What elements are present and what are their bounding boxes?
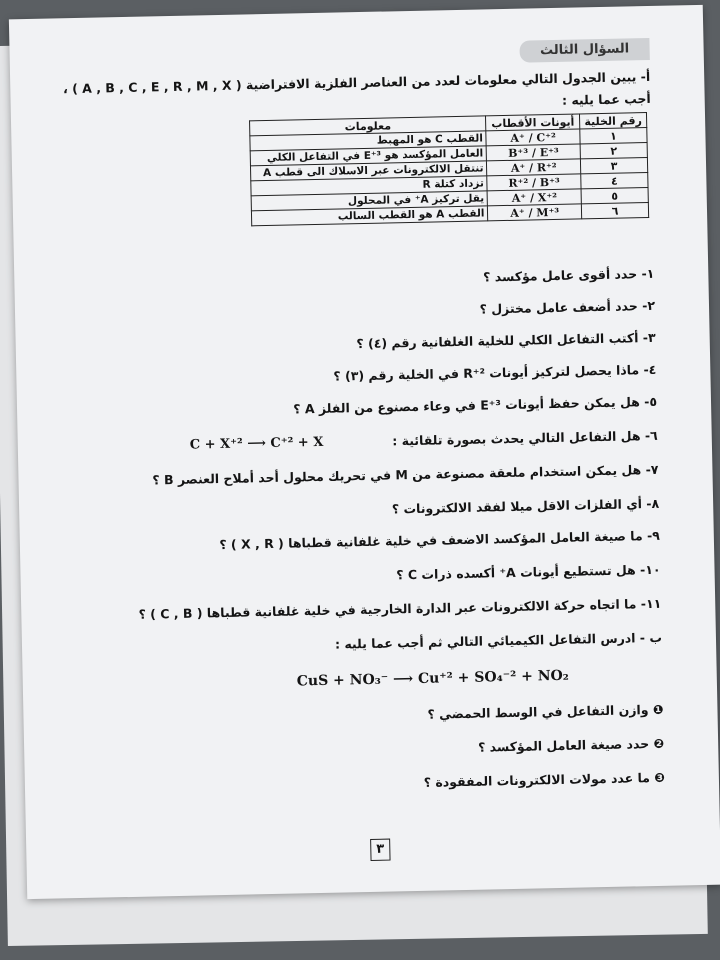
cell-number: ٤ — [581, 173, 648, 189]
section-banner: السؤال الثالث — [519, 38, 649, 63]
question-3: ٣- أكتب التفاعل الكلي للخلية الغلفانية رقم (٤) ؟ — [356, 329, 656, 352]
cell-info: يقل تركيز A⁺ في المحلول — [251, 191, 488, 211]
cell-info: تزداد كتلة R — [251, 176, 488, 196]
cell-number: ٦ — [581, 203, 648, 219]
part-b-question-1: ❶ وازن التفاعل في الوسط الحمضي ؟ — [427, 701, 664, 722]
elements-table — [249, 112, 649, 226]
cell-ions: A⁺ / M⁺³ — [488, 204, 582, 221]
cell-ions: A⁺ / R⁺² — [487, 159, 581, 176]
question-4: ٤- ماذا يحصل لتركيز أيونات R⁺² في الخلية رقم (٣) ؟ — [333, 361, 657, 384]
question-6: ٦- هل التفاعل التالي يحدث بصورة تلقائية : — [392, 427, 658, 449]
equation-q6: C + X⁺² ⟶ C⁺² + X — [189, 434, 324, 453]
question-5: ٥- هل يمكن حفظ أيونات E⁺³ في وعاء مصنوع من الفلز A ؟ — [293, 393, 658, 417]
cell-number: ٥ — [581, 188, 648, 204]
cell-info: القطب C هو المهبط — [250, 131, 487, 151]
cell-number: ١ — [580, 128, 647, 144]
part-b-question-3: ❸ ما عدد مولات الالكترونات المفقودة ؟ — [423, 769, 666, 790]
question-2: ٢- حدد أضعف عامل مختزل ؟ — [479, 297, 656, 317]
part-b-intro: ب - ادرس التفاعل الكيميائي التالي ثم أجب عما يليه : — [334, 629, 663, 652]
question-8: ٨- أي الفلزات الاقل ميلا لفقد الالكترونات ؟ — [391, 495, 660, 517]
header-info: معلومات — [250, 116, 487, 136]
equation-part-b: CuS + NO₃⁻ ⟶ Cu⁺² + SO₄⁻² + NO₂ — [296, 667, 570, 690]
exam-page — [9, 5, 720, 899]
cell-ions: A⁺ / X⁺² — [487, 189, 581, 206]
question-9: ٩- ما صيغة العامل المؤكسد الاضعف في خلية غلفانية قطباها ( X , R ) ؟ — [219, 527, 660, 553]
cell-number: ٢ — [580, 143, 647, 159]
page-content — [44, 38, 667, 871]
cell-ions: R⁺² / B⁺³ — [487, 174, 581, 191]
cell-number: ٣ — [580, 158, 647, 174]
header-electrode-ions: أيونات الأقطاب — [486, 114, 580, 131]
header-cell-number: رقم الخلية — [579, 113, 646, 129]
cell-ions: A⁺ / C⁺² — [486, 129, 580, 146]
part-b-question-2: ❷ حدد صيغة العامل المؤكسد ؟ — [477, 735, 665, 755]
intro-text: أ- يبين الجدول التالي معلومات لعدد من العناصر الفلزية الافتراضية ( A , B , C , E , R , M , X ) ، أجب عما يليه : — [62, 68, 651, 108]
cell-info: تنتقل الالكترونات عبر الاسلاك الى قطب A — [250, 161, 487, 181]
question-1: ١- حدد أقوى عامل مؤكسد ؟ — [483, 265, 655, 285]
cell-ions: B⁺³ / E⁺³ — [487, 144, 581, 161]
question-7: ٧- هل يمكن استخدام ملعقة مصنوعة من M في تحريك محلول أحد أملاح العنصر B ؟ — [152, 461, 659, 488]
question-11: ١١- ما اتجاه حركة الالكترونات عبر الدارة الخارجية في خلية غلفانية قطباها ( C , B ) ؟ — [138, 595, 662, 622]
cell-info: القطب A هو القطب السالب — [251, 206, 488, 226]
question-10: ١٠- هل تستطيع أيونات A⁺ أكسده ذرات C ؟ — [396, 561, 661, 583]
cell-info: العامل المؤكسد هو E⁺³ في التفاعل الكلي — [250, 146, 487, 166]
page-number: ٣ — [370, 839, 390, 861]
